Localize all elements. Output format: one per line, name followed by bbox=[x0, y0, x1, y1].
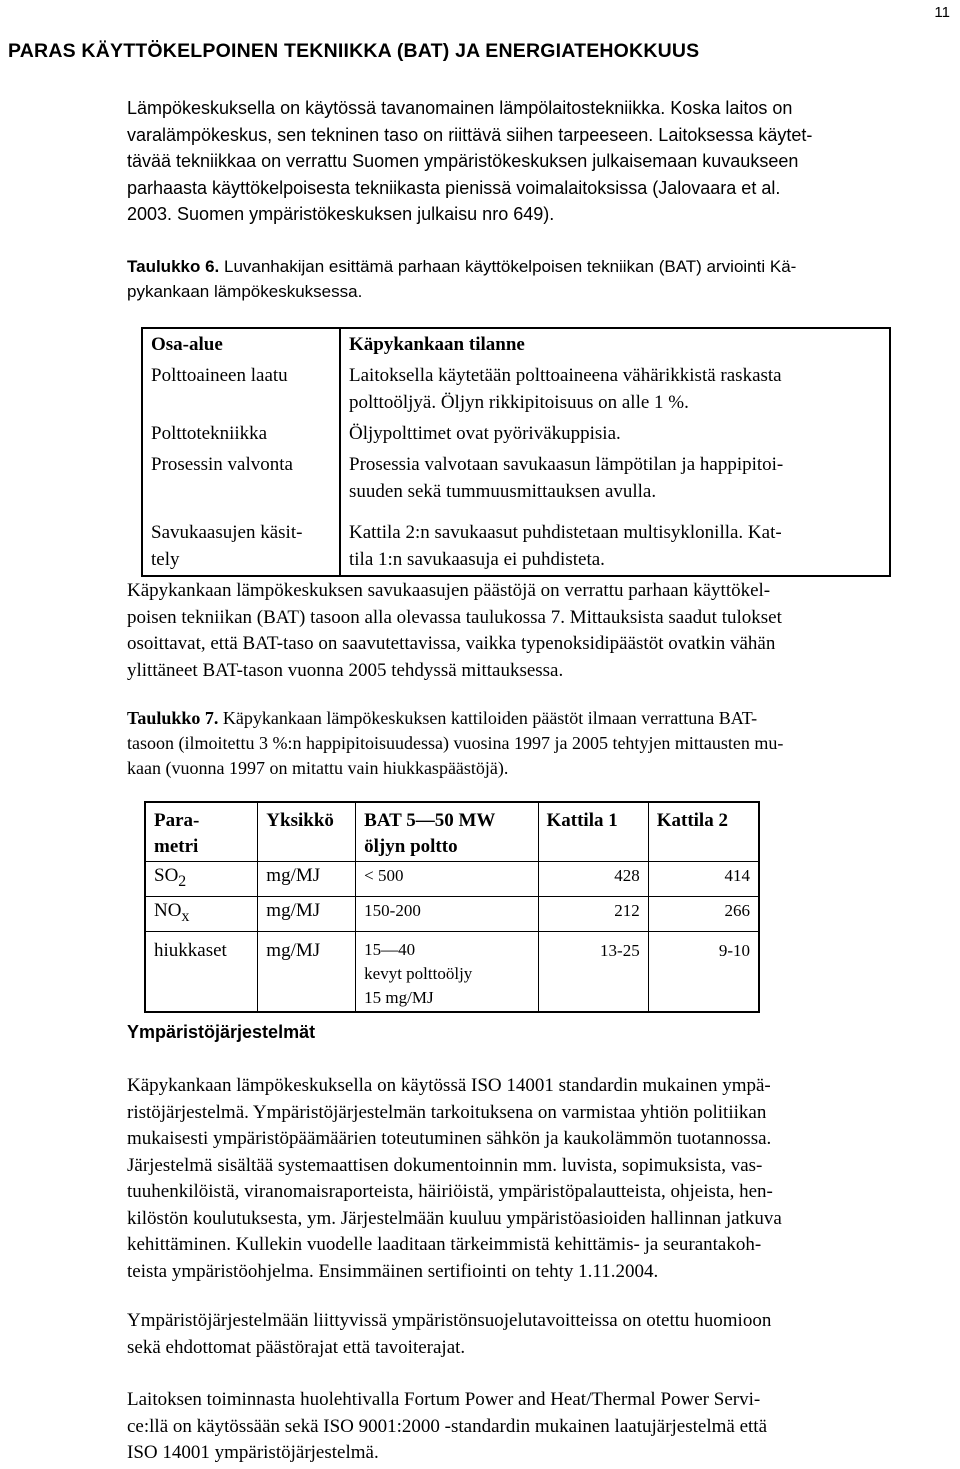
intro-paragraph bbox=[127, 95, 907, 228]
text-line: kehittäminen. Kullekin vuodelle laaditaan tärkeimmistä kehittämis- ja seurantakoh- bbox=[127, 1234, 762, 1255]
section-heading: PARAS KÄYTTÖKELPOINEN TEKNIIKKA (BAT) JA ENERGIATEHOKKUUS bbox=[8, 40, 700, 62]
table-cell bbox=[340, 360, 890, 418]
header-line: metri bbox=[154, 836, 199, 857]
table-cell bbox=[145, 862, 258, 897]
table7-caption-text: tasoon (ilmoitettu 3 %:n happipitoisuudessa) vuosina 1997 ja 2005 tehtyjen mittausten mu- bbox=[127, 733, 784, 753]
table-cell bbox=[356, 931, 538, 1012]
table-cell: 150-200 bbox=[356, 896, 538, 931]
table-cell bbox=[142, 507, 340, 576]
table6-caption-text: pykankaan lämpökeskuksessa. bbox=[127, 282, 363, 301]
table-cell: mg/MJ bbox=[258, 931, 356, 1012]
text-line: Käpykankaan lämpökeskuksella on käytössä ISO 14001 standardin mukainen ympä- bbox=[127, 1075, 771, 1096]
cell-line: Kattila 2:n savukaasut puhdistetaan multisyklonilla. Kat- bbox=[349, 522, 782, 543]
text-line: ristöjärjestelmä. Ympäristöjärjestelmän tarkoituksena on varmistaa yhtiön politiikan bbox=[127, 1101, 767, 1123]
table-cell bbox=[145, 896, 258, 931]
table-cell: 428 bbox=[538, 862, 648, 897]
column-header: Käpykankaan tilanne bbox=[349, 334, 525, 355]
table-cell: < 500 bbox=[356, 862, 538, 897]
table-cell: 9-10 bbox=[718, 940, 750, 960]
cell-line: Savukaasujen käsit- bbox=[151, 522, 303, 543]
table7-caption-text: kaan (vuonna 1997 on mitattu vain hiukkaspäästöjä). bbox=[127, 758, 509, 778]
table7-caption bbox=[127, 706, 907, 781]
bat-assessment-table bbox=[141, 327, 891, 577]
text-line: Ympäristöjärjestelmään liittyvissä ympäristönsuojelutavoitteissa on otettu huomioon bbox=[127, 1310, 772, 1331]
text-line: Käpykankaan lämpökeskuksen savukaasujen päästöjä on verrattu parhaan käyttökel- bbox=[127, 580, 771, 601]
table-cell: hiukkaset bbox=[145, 931, 258, 1012]
table-row bbox=[142, 507, 890, 576]
param-subscript: x bbox=[181, 907, 190, 925]
column-header: Yksikkö bbox=[258, 802, 356, 862]
cell-line: tila 1:n savukaasuja ei puhdisteta. bbox=[349, 549, 605, 570]
cell-line: Laitoksella käytetään polttoaineena vähärikkistä raskasta bbox=[349, 365, 782, 386]
column-header: Kattila 1 bbox=[538, 802, 648, 862]
table-cell: Polttotekniikka bbox=[142, 418, 340, 449]
table-cell: Öljypolttimet ovat pyöriväkuppisia. bbox=[349, 423, 621, 444]
column-header bbox=[145, 802, 258, 862]
text-line: poisen tekniikan (BAT) tasoon alla olevassa taulukossa 7. Mittauksista saadut tulokset bbox=[127, 606, 782, 628]
cell-line: kevyt polttoöljy bbox=[364, 963, 473, 983]
text-line: ylittäneet BAT-tason vuonna 2005 tehdyssä mittauksessa. bbox=[127, 659, 564, 681]
table7-caption-text: Käpykankaan lämpökeskuksen kattiloiden päästöt ilmaan verrattuna BAT- bbox=[218, 708, 758, 728]
text-line: ISO 14001 ympäristöjärjestelmä. bbox=[127, 1442, 379, 1463]
text-line: osoittavat, että BAT-taso on saavutettavissa, vaikka typenoksidipäästöt ovatkin vähän bbox=[127, 633, 776, 654]
text-line: sekä ehdottomat päästörajat että tavoiterajat. bbox=[127, 1336, 466, 1358]
page-number: 11 bbox=[934, 4, 950, 21]
cell-line: suuden sekä tummuusmittauksen avulla. bbox=[349, 481, 657, 502]
ems-paragraph bbox=[127, 1073, 907, 1285]
text-line: ce:llä on käytössään sekä ISO 9001:2000 -standardin mukainen laatujärjestelmä että bbox=[127, 1415, 767, 1437]
column-header: Osa-alue bbox=[142, 328, 340, 360]
header-line: öljyn poltto bbox=[364, 836, 458, 857]
text-line: mukaisesti ympäristöpäämäärien toteutuminen sähkön ja kaukolämmön tuotannossa. bbox=[127, 1128, 772, 1149]
table7-caption-label: Taulukko 7. bbox=[127, 708, 219, 728]
text-line: Lämpökeskuksella on käytössä tavanomainen lämpölaitostekniikka. Koska laitos on bbox=[127, 98, 793, 118]
text-line: tävää tekniikkaa on verrattu Suomen ympäristökeskuksen julkaisemaan kuvaukseen bbox=[127, 151, 799, 172]
text-line: Laitoksen toiminnasta huolehtivalla Fortum Power and Heat/Thermal Power Servi- bbox=[127, 1389, 761, 1410]
table-header-row bbox=[145, 802, 759, 862]
table6-caption bbox=[127, 254, 907, 304]
column-header bbox=[356, 802, 538, 862]
table-header-row bbox=[142, 328, 890, 360]
header-line: Para- bbox=[154, 810, 200, 831]
text-line: tuuhenkilöistä, viranomaisraporteista, häiriöistä, ympäristöpalautteista, ohjeista, hen- bbox=[127, 1181, 773, 1202]
targets-paragraph bbox=[127, 1308, 907, 1361]
comparison-paragraph bbox=[127, 578, 907, 684]
text-line: parhaasta käyttökelpoisesta tekniikasta pienissä voimalaitoksissa (Jalovaara et al. bbox=[127, 177, 781, 198]
table-row bbox=[142, 360, 890, 418]
cell-line: polttoöljyä. Öljyn rikkipitoisuus on alle 1 %. bbox=[349, 392, 689, 413]
table-cell: 414 bbox=[724, 866, 750, 885]
param-subscript: 2 bbox=[178, 872, 187, 890]
table-cell: 212 bbox=[538, 896, 648, 931]
column-header: Kattila 2 bbox=[656, 810, 728, 831]
text-line: varalämpökeskus, sen tekninen taso on riittävä siihen tarpeeseen. Laitoksessa käytet- bbox=[127, 124, 813, 145]
table-cell: Polttoaineen laatu bbox=[142, 360, 340, 418]
table-cell: mg/MJ bbox=[258, 896, 356, 931]
table-cell bbox=[340, 449, 890, 507]
table-row bbox=[142, 449, 890, 507]
cell-line: tely bbox=[151, 549, 180, 570]
param-text: NO bbox=[154, 899, 182, 921]
table6-caption-label: Taulukko 6. bbox=[127, 257, 220, 276]
table-row bbox=[145, 931, 759, 1012]
text-line: teista ympäristöohjelma. Ensimmäinen sertifiointi on tehty 1.11.2004. bbox=[127, 1260, 659, 1282]
text-line: Järjestelmä sisältää systemaattisen dokumentoinnin mm. luvista, sopimuksista, vas- bbox=[127, 1154, 763, 1176]
table-row bbox=[145, 896, 759, 931]
quality-paragraph bbox=[127, 1387, 907, 1467]
table-cell: 13-25 bbox=[538, 931, 648, 1012]
cell-line: 15—40 bbox=[364, 939, 416, 959]
table-cell: Prosessin valvonta bbox=[142, 449, 340, 507]
emissions-table bbox=[144, 801, 760, 1013]
header-line: BAT 5—50 MW bbox=[364, 810, 496, 831]
cell-line: Prosessia valvotaan savukaasun lämpötilan ja happipitoi- bbox=[349, 454, 784, 475]
table6-caption-text: Luvanhakijan esittämä parhaan käyttökelpoisen tekniikan (BAT) arviointi Kä- bbox=[219, 257, 797, 276]
table-cell bbox=[340, 507, 890, 576]
text-line: kilöstön koulutuksesta, ym. Järjestelmään kuuluu ympäristöasioiden hallinnan jatkuva bbox=[127, 1207, 782, 1229]
table-row bbox=[142, 418, 890, 449]
table-cell: 266 bbox=[724, 900, 750, 920]
param-text: SO bbox=[154, 865, 179, 886]
text-line: 2003. Suomen ympäristökeskuksen julkaisu nro 649). bbox=[127, 204, 555, 225]
subheading: Ympäristöjärjestelmät bbox=[127, 1022, 316, 1042]
cell-line: 15 mg/MJ bbox=[364, 987, 434, 1007]
table-row bbox=[145, 862, 759, 897]
table-cell: mg/MJ bbox=[258, 862, 356, 897]
